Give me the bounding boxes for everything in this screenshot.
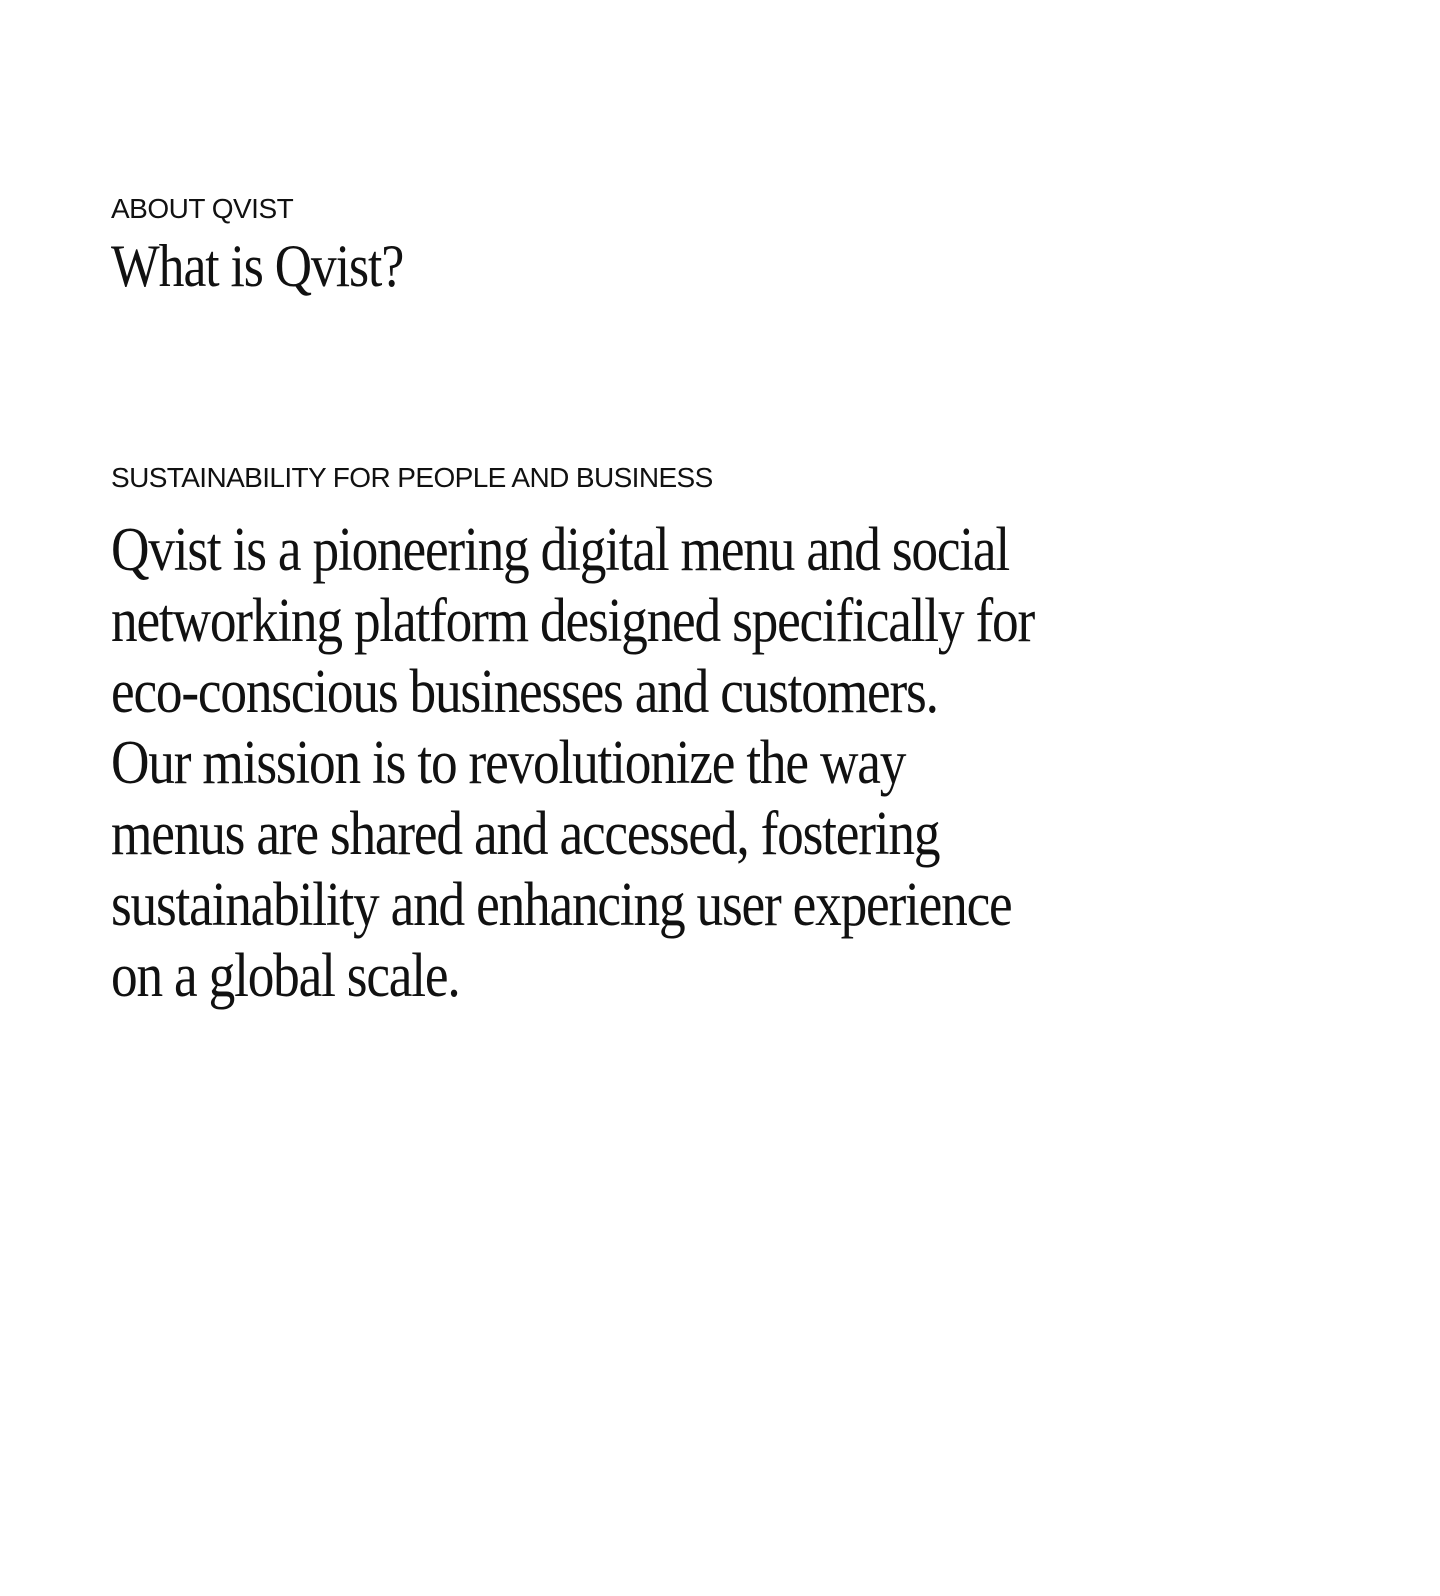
mission-section xyxy=(111,462,1111,1012)
mission-line: networking platform designed specifically for xyxy=(111,587,1035,655)
mission-line: eco-conscious businesses and customers. xyxy=(111,658,938,726)
mission-line: sustainability and enhancing user experience xyxy=(111,871,1012,939)
about-eyebrow: ABOUT QVIST xyxy=(111,193,294,224)
mission-line: on a global scale. xyxy=(111,942,460,1010)
mission-line: menus are shared and accessed, fostering xyxy=(111,800,940,868)
mission-line: Our mission is to revolutionize the way xyxy=(111,729,906,797)
about-header xyxy=(111,193,451,301)
mission-line: Qvist is a pioneering digital menu and social xyxy=(111,516,1009,584)
mission-eyebrow: SUSTAINABILITY FOR PEOPLE AND BUSINESS xyxy=(111,462,713,493)
mission-description xyxy=(111,515,1083,1012)
page-title: What is Qvist? xyxy=(111,233,404,299)
